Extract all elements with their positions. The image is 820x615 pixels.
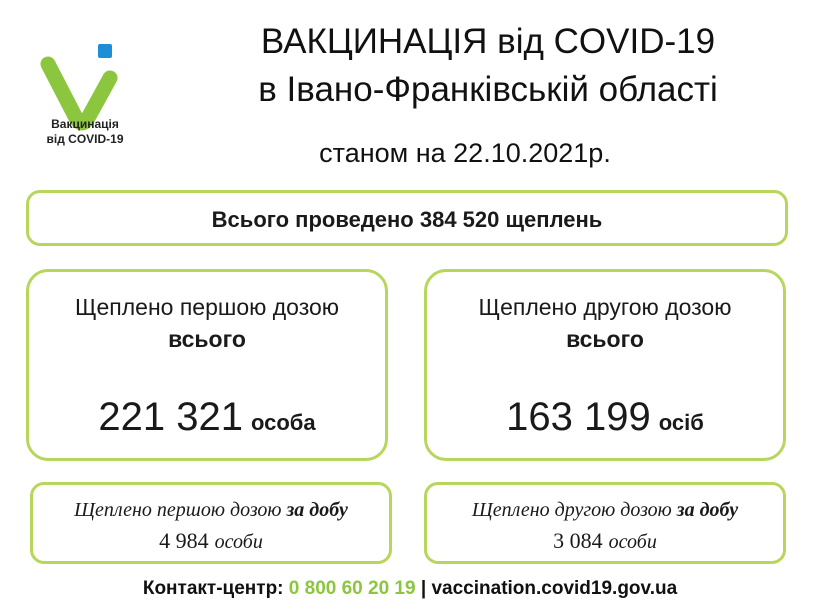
second-dose-daily-label-row xyxy=(427,497,783,523)
first-dose-daily-label: Щеплено першою дозою xyxy=(74,499,282,521)
logo-line2: від COVID-19 xyxy=(46,132,124,146)
second-dose-total-card xyxy=(424,269,786,461)
first-dose-daily-label-row xyxy=(33,497,389,523)
logo-caption xyxy=(30,117,140,147)
first-dose-sub: всього xyxy=(168,326,246,352)
first-dose-label: Щеплено першою дозою xyxy=(74,294,340,320)
contact-phone-link[interactable]: 0 800 60 20 19 xyxy=(288,578,416,599)
first-dose-daily-unit: особи xyxy=(214,531,263,553)
report-date: станом на 22.10.2021р. xyxy=(319,138,611,168)
logo-line1: Вакцинація xyxy=(51,117,119,131)
second-dose-value: 163 199 xyxy=(506,395,651,439)
first-dose-unit: особа xyxy=(250,410,316,435)
total-vaccinations-box xyxy=(26,190,788,246)
second-dose-daily-period: за добу xyxy=(676,499,739,521)
second-dose-daily-value-row xyxy=(427,527,783,556)
second-dose-sub: всього xyxy=(566,326,644,352)
second-dose-value-row xyxy=(427,394,783,446)
second-dose-label: Щеплено другою дозою xyxy=(478,294,732,320)
footer-separator: | xyxy=(420,578,427,599)
second-dose-daily-unit: особи xyxy=(608,531,657,553)
second-dose-daily-label: Щеплено другою дозою xyxy=(471,499,672,521)
first-dose-total-card xyxy=(26,269,388,461)
first-dose-daily-value-row xyxy=(33,527,389,556)
page-title: ВАКЦИНАЦІЯ від COVID-19 xyxy=(260,22,716,61)
contact-center-label: Контакт-центр: xyxy=(142,578,284,599)
page-subtitle: в Івано-Франківській області xyxy=(258,70,718,109)
second-dose-unit: осіб xyxy=(658,410,704,435)
first-dose-value-row xyxy=(29,394,385,446)
website-link[interactable]: vaccination.covid19.gov.ua xyxy=(431,578,678,599)
total-vaccinations-text: Всього проведено 384 520 щеплень xyxy=(211,207,603,232)
contact-footer xyxy=(0,577,820,601)
first-dose-value: 221 321 xyxy=(98,395,243,439)
second-dose-daily-card xyxy=(424,482,786,564)
first-dose-daily-value: 4 984 xyxy=(159,528,209,553)
second-dose-daily-value: 3 084 xyxy=(553,528,603,553)
first-dose-daily-card xyxy=(30,482,392,564)
first-dose-daily-period: за добу xyxy=(286,499,348,521)
